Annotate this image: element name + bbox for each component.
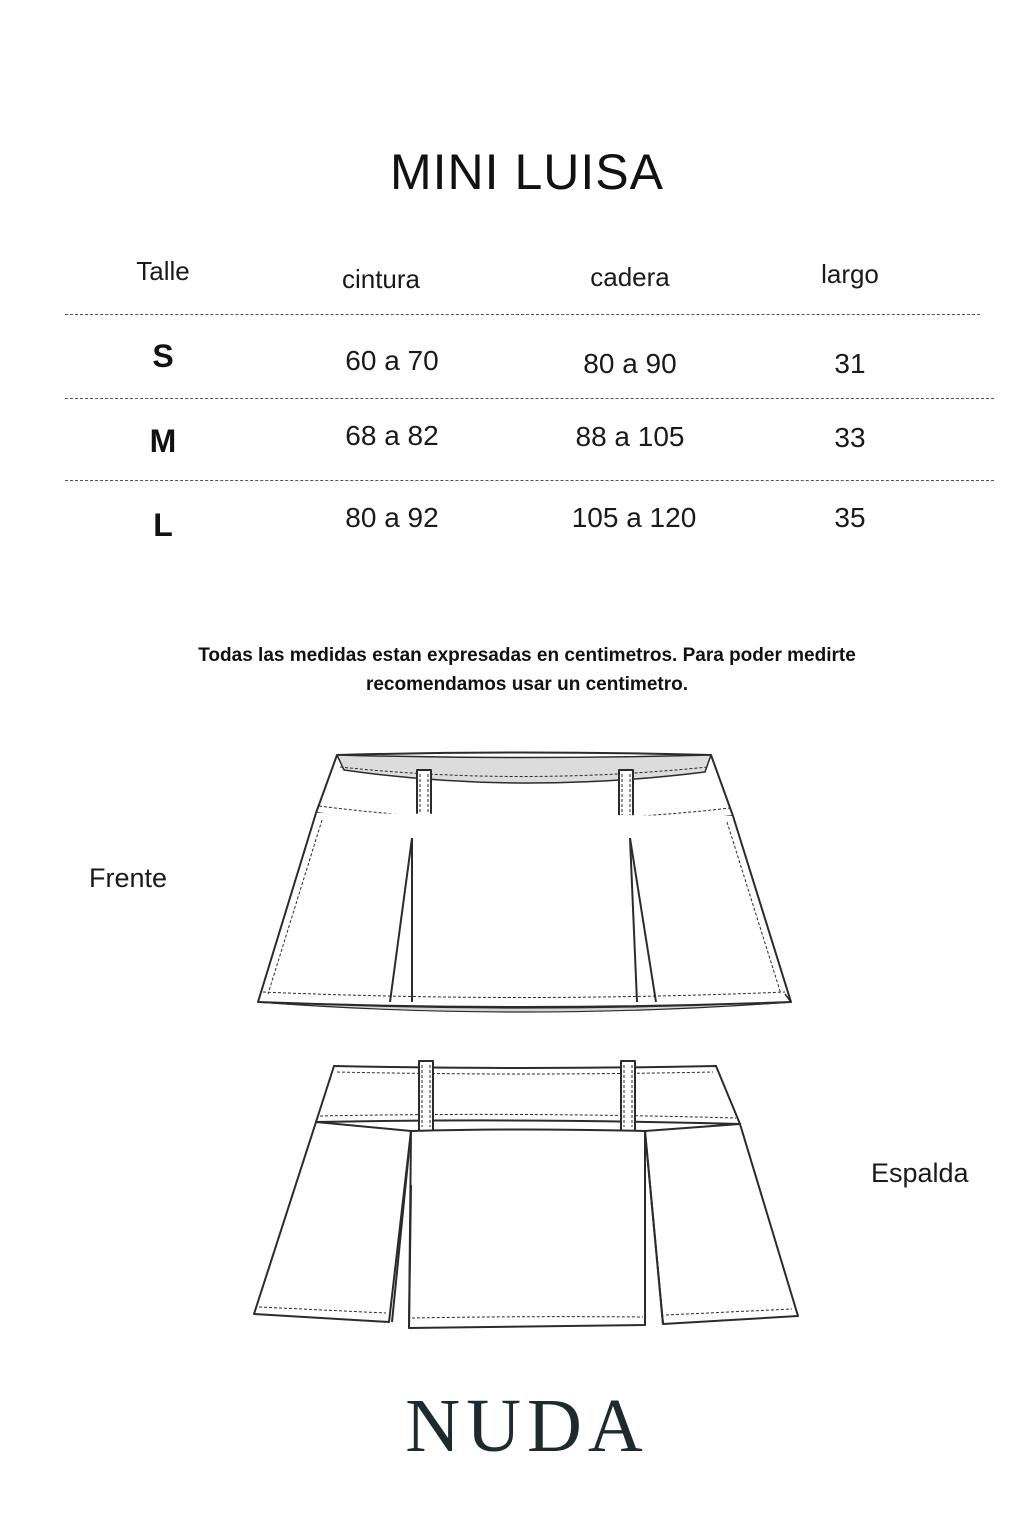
size-label-s: S — [152, 338, 174, 374]
column-header-talle: Talle — [136, 256, 190, 286]
table-divider — [65, 480, 994, 481]
size-label-l: L — [153, 507, 173, 543]
front-view-label: Frente — [89, 863, 168, 893]
column-header-cadera: cadera — [590, 262, 670, 292]
cell-cintura-m: 68 a 82 — [345, 420, 439, 451]
table-divider — [65, 398, 994, 399]
cell-largo-m: 33 — [834, 422, 866, 453]
size-label-m: M — [149, 423, 177, 459]
cell-cadera-l: 105 a 120 — [571, 502, 697, 533]
column-header-cintura: cintura — [341, 264, 421, 294]
table-divider — [65, 314, 980, 315]
brand-logo: NUDA — [405, 1384, 649, 1468]
measurement-note — [0, 641, 1024, 699]
note-line-1: Todas las medidas estan expresadas en centimetros. Para poder medirte — [198, 645, 856, 666]
cell-cintura-s: 60 a 70 — [345, 345, 439, 376]
back-view-label: Espalda — [871, 1158, 969, 1188]
cell-cadera-m: 88 a 105 — [575, 421, 685, 452]
note-line-2: recomendamos usar un centimetro. — [365, 674, 689, 695]
skirt-back-illustration — [248, 1055, 808, 1335]
cell-cadera-s: 80 a 90 — [583, 348, 677, 379]
cell-cintura-l: 80 a 92 — [345, 502, 439, 533]
cell-largo-l: 35 — [834, 502, 866, 533]
page-title: MINI LUISA — [390, 144, 664, 200]
cell-largo-s: 31 — [834, 348, 866, 379]
column-header-largo: largo — [821, 259, 879, 289]
skirt-front-illustration — [250, 750, 800, 1020]
